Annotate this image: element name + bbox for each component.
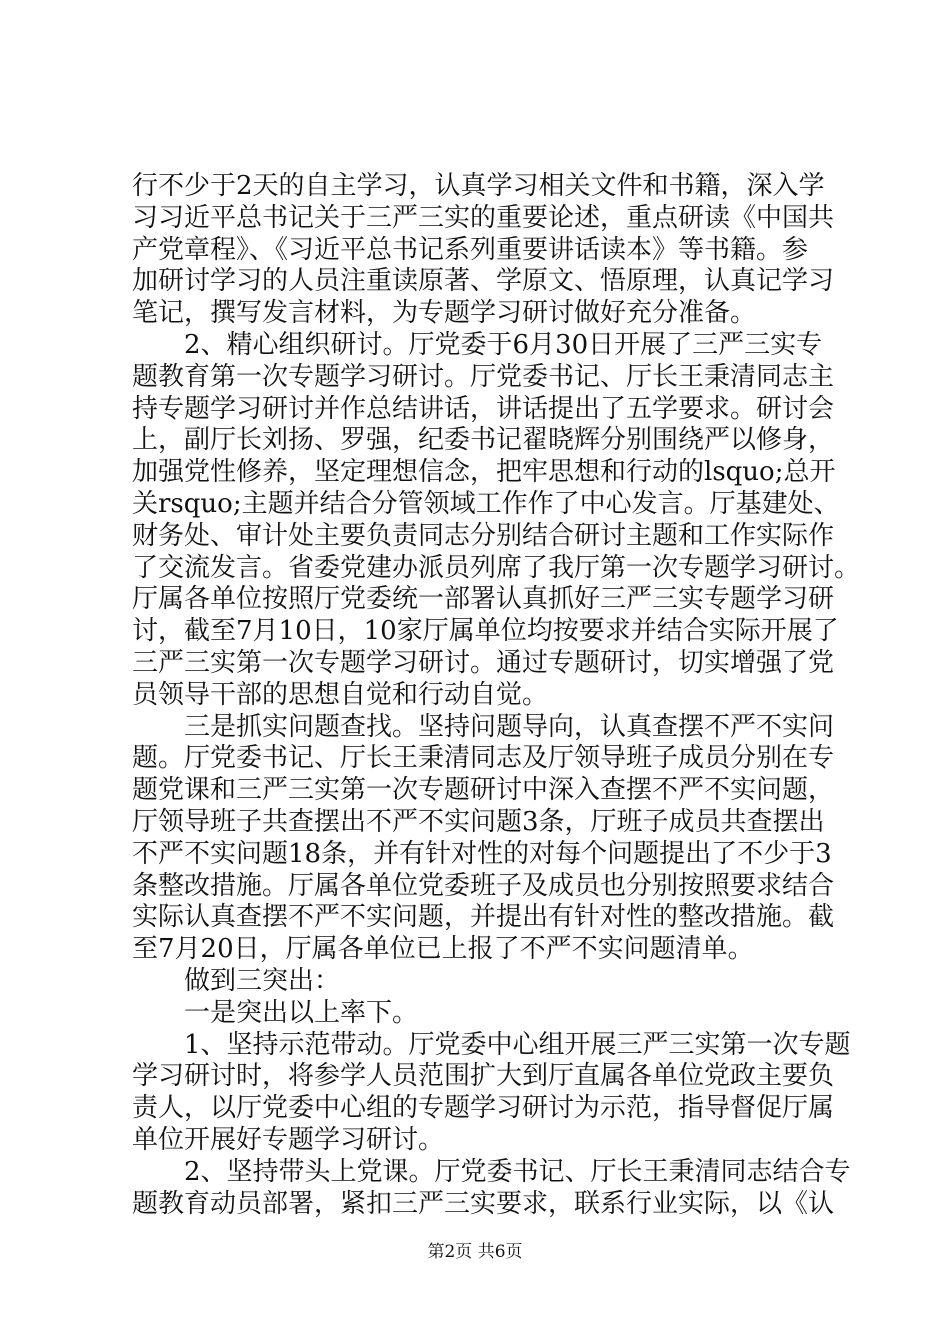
text-line: 题教育动员部署，紧扣三严三实要求，联系行业实际，以《认 xyxy=(132,1188,835,1219)
text-line: 产党章程》、《习近平总书记系列重要讲话读本》等书籍。参 xyxy=(132,234,809,265)
text-line: 持专题学习研讨并作总结讲话，讲话提出了五学要求。研讨会 xyxy=(132,393,835,424)
text-line: 了交流发言。省委党建办派员列席了我厅第一次专题学习研讨。 xyxy=(132,552,861,583)
text-line: 不严不实问题18条，并有针对性的对每个问题提出了不少于3 xyxy=(132,838,832,869)
text-line: 1、坚持示范带动。厅党委中心组开展三严三实第一次专题 xyxy=(132,1029,851,1060)
text-line: 加研讨学习的人员注重读原著、学原文、悟原理，认真记学习 xyxy=(132,266,835,297)
text-line: 题党课和三严三实第一次专题研讨中深入查摆不严不实问题， xyxy=(132,775,835,806)
text-line: 学习研讨时，将参学人员范围扩大到厅直属各单位党政主要负 xyxy=(132,1061,835,1092)
text-line: 条整改措施。厅属各单位党委班子及成员也分别按照要求结合 xyxy=(132,870,835,901)
text-line: 单位开展好专题学习研讨。 xyxy=(132,1125,445,1155)
text-line: 一是突出以上率下。 xyxy=(132,997,419,1028)
text-line: 笔记，撰写发言材料，为专题学习研讨做好充分准备。 xyxy=(132,298,757,329)
text-line: 题。厅党委书记、厅长王秉清同志及厅领导班子成员分别在专 xyxy=(132,743,835,774)
text-line: 实际认真查摆不严不实问题，并提出有针对性的整改措施。截 xyxy=(132,902,835,933)
text-line: 至7月20日，厅属各单位已上报了不严不实问题清单。 xyxy=(132,934,754,965)
text-line: 财务处、审计处主要负责同志分别结合研讨主题和工作实际作 xyxy=(132,520,835,551)
text-line: 关rsquo;主题并结合分管领域工作作了中心发言。厅基建处、 xyxy=(132,489,840,519)
text-line: 厅领导班子共查摆出不严不实问题3条，厅班子成员共查摆出 xyxy=(132,807,825,837)
text-line: 习习近平总书记关于三严三实的重要论述，重点研读《中国共 xyxy=(132,202,835,233)
text-line: 上，副厅长刘扬、罗强，纪委书记翟晓辉分别围绕严以修身， xyxy=(132,425,835,456)
text-line: 2、精心组织研讨。厅党委于6月30日开展了三严三实专 xyxy=(132,330,823,360)
text-line: 责人，以厅党委中心组的专题学习研讨为示范，指导督促厅属 xyxy=(132,1093,835,1124)
text-line: 行不少于2天的自主学习，认真学习相关文件和书籍，深入学 xyxy=(132,171,825,201)
text-line: 厅属各单位按照厅党委统一部署认真抓好三严三实专题学习研 xyxy=(132,584,835,615)
text-line: 做到三突出： xyxy=(132,966,341,996)
text-line: 题教育第一次专题学习研讨。厅党委书记、厅长王秉清同志主 xyxy=(132,361,835,392)
text-line: 三严三实第一次专题学习研讨。通过专题研讨，切实增强了党 xyxy=(132,648,835,678)
text-line: 加强党性修养，坚定理想信念，把牢思想和行动的lsquo;总开 xyxy=(132,457,836,488)
text-line: 讨，截至7月10日，10家厅属单位均按要求并结合实际开展了 xyxy=(132,616,839,647)
text-line: 三是抓实问题查找。坚持问题导向，认真查摆不严不实问 xyxy=(132,711,835,742)
text-line: 员领导干部的思想自觉和行动自觉。 xyxy=(132,679,549,710)
text-line: 2、坚持带头上党课。厅党委书记、厅长王秉清同志结合专 xyxy=(132,1156,851,1187)
page-footer: 第2页 共6页 xyxy=(427,1242,523,1262)
